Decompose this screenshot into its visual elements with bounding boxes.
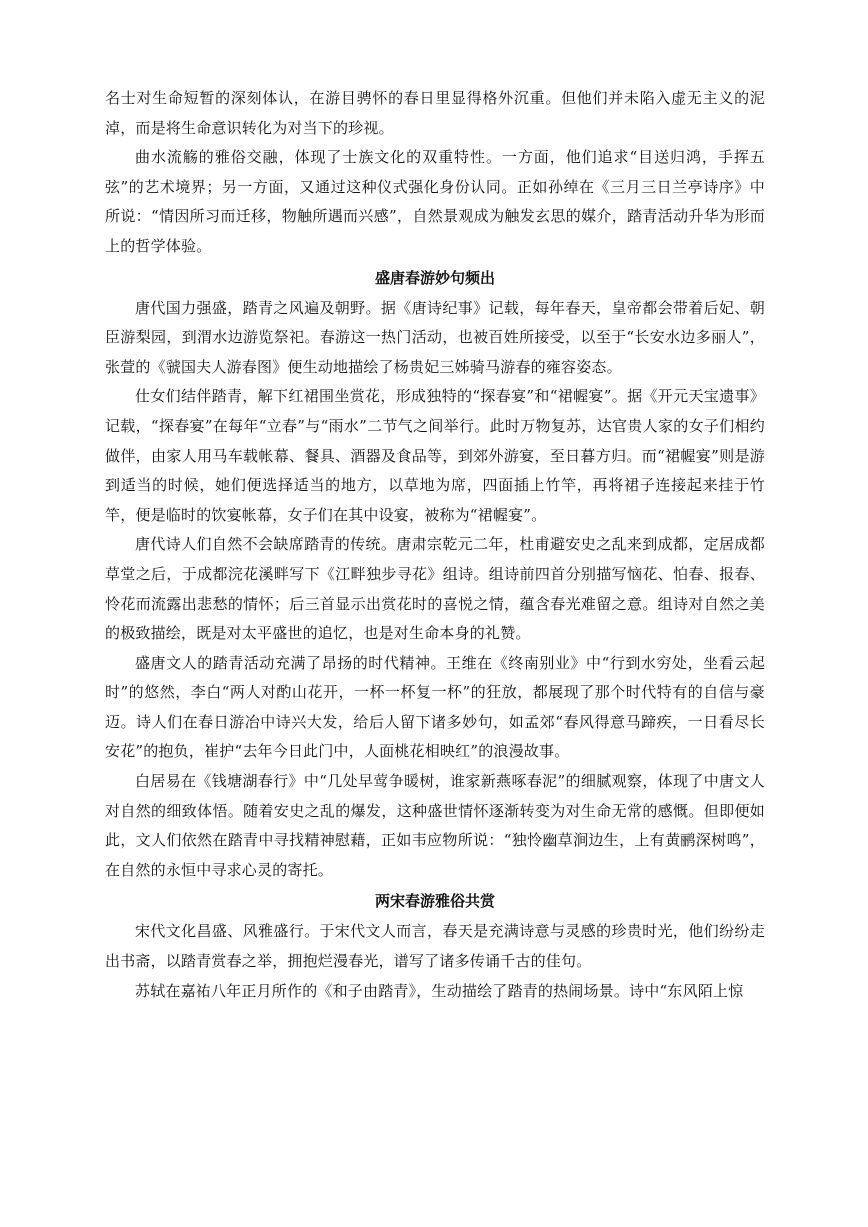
article-body: [105, 84, 765, 1006]
paragraph-sushi: 苏轼在嘉祐八年正月所作的《和子由踏青》，生动描绘了踏青的热闹场景。诗中“东风陌上惊: [135, 981, 744, 1000]
paragraph-qushui-liushang: 曲水流觞的雅俗交融，体现了士族文化的双重特性。一方面，他们追求“目送归鸿，手挥五弦”的艺术境界；另一方面，又通过这种仪式强化身份认同。正如孙绰在《三月三日兰亭诗序》中所说：“情因所习而迁移，物触所遇而兴感”，自然景观成为触发玄思的媒介，踏青活动升华为形而上的哲学体验。: [105, 148, 765, 255]
section-heading-song: 两宋春游雅俗共赏: [374, 892, 495, 911]
paragraph-tang-intro: 唐代国力强盛，踏青之风遍及朝野。据《唐诗纪事》记载，每年春天，皇帝都会带着后妃、朝臣游梨园，到渭水边游览祭祀。春游这一热门活动，也被百姓所接受，以至于“长安水边多丽人”，张萱的《虢国夫人游春图》便生动地描绘了杨贵妃三姊骑马游春的雍容姿态。: [105, 298, 765, 376]
paragraph-baijuyi: 白居易在《钱塘湖春行》中“几处早莺争暖树，谁家新燕啄春泥”的细腻观察，体现了中唐文人对自然的细致体悟。随着安史之乱的爆发，这种盛世情怀逐渐转变为对生命无常的感慨。但即便如此，文人们依然在踏青中寻找精神慰藉，正如韦应物所说：“独怜幽草涧边生，上有黄鹂深树鸣”，在自然的永恒中寻求心灵的寄托。: [105, 772, 765, 879]
paragraph-continuation: 名士对生命短暂的深刻体认，在游目骋怀的春日里显得格外沉重。但他们并未陷入虚无主义的泥淖，而是将生命意识转化为对当下的珍视。: [105, 89, 765, 137]
paragraph-shengtang-spirit: 盛唐文人的踏青活动充满了昂扬的时代精神。王维在《终南别业》中“行到水穷处，坐看云起时”的悠然，李白“两人对酌山花开，一杯一杯复一杯”的狂放，都展现了那个时代特有的自信与豪迈。诗人们在春日游冶中诗兴大发，给后人留下诸多妙句，如孟郊“春风得意马蹄疾，一日看尽长安花”的抱负，崔护“去年今日此门中，人面桃花相映红”的浪漫故事。: [105, 653, 765, 761]
paragraph-tanchun-yan: 仕女们结伴踏青，解下红裙围坐赏花，形成独特的“探春宴”和“裙幄宴”。据《开元天宝遗事》记载，“探春宴”在每年“立春”与“雨水”二节气之间举行。此时万物复苏，达官贵人家的女子们相约做伴，由家人用马车载帐幕、餐具、酒器及食品等，到郊外游宴，至日暮方归。而“裙幄宴”则是游到适当的时候，她们便选择适当的地方，以草地为席，四面插上竹竿，再将裙子连接起来挂于竹竿，便是临时的饮宴帐幕，女子们在其中设宴，被称为“裙幄宴”。: [105, 387, 765, 524]
paragraph-song-intro: 宋代文化昌盛、风雅盛行。于宋代文人而言，春天是充满诗意与灵感的珍贵时光，他们纷纷走出书斋，以踏青赏春之举，拥抱烂漫春光，谱写了诸多传诵千古的佳句。: [105, 922, 765, 971]
section-heading-tang: 盛唐春游妙句频出: [374, 268, 495, 287]
paragraph-dufu: 唐代诗人们自然不会缺席踏青的传统。唐肃宗乾元二年，杜甫避安史之乱来到成都，定居成都草堂之后，于成都浣花溪畔写下《江畔独步寻花》组诗。组诗前四首分别描写恼花、怕春、报春、怜花而流露出悲愁的情怀；后三首显示出赏花时的喜悦之情，蕴含春光难留之意。组诗对自然之美的极致描绘，既是对太平盛世的追忆，也是对生命本身的礼赞。: [105, 535, 765, 643]
